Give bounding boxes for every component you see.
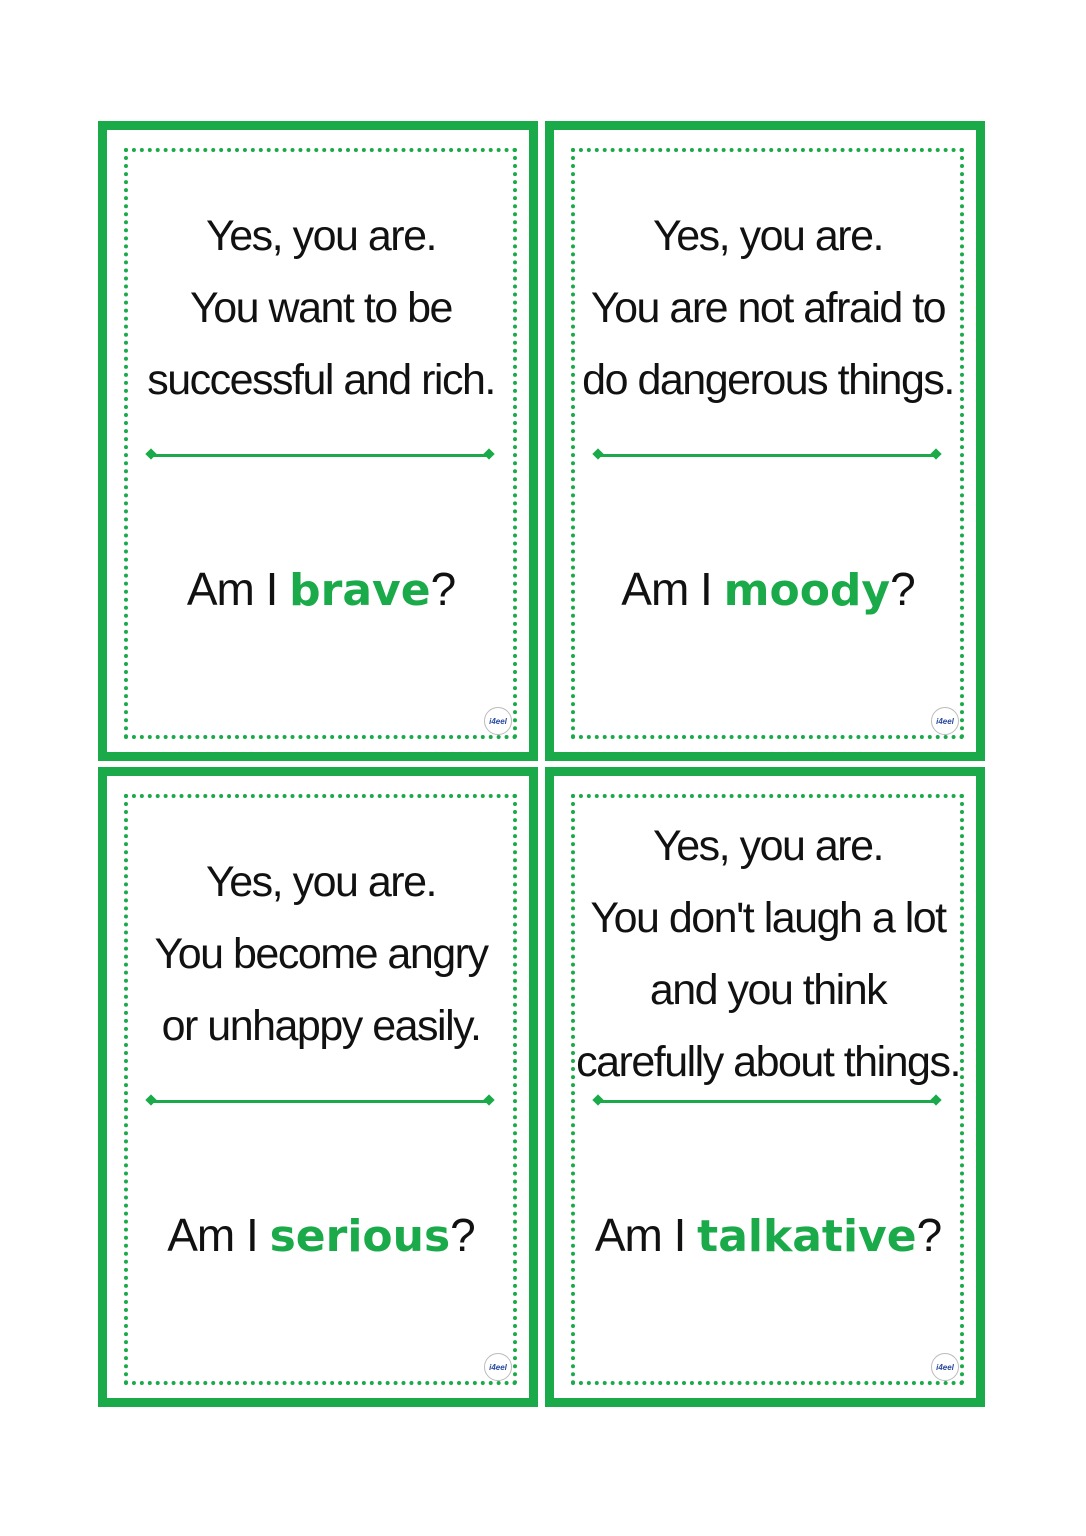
answer-line: You don't laugh a lot — [590, 894, 946, 942]
logo-icon: i4eel — [931, 707, 959, 735]
answer-text — [574, 168, 962, 448]
question-keyword: moody — [723, 565, 891, 616]
answer-text — [127, 168, 515, 448]
divider — [596, 1100, 938, 1103]
question-prefix: Am I — [594, 1209, 698, 1261]
answer-line: or unhappy easily. — [161, 1002, 481, 1050]
answer-line: do dangerous things. — [582, 356, 954, 404]
card-4 — [545, 767, 985, 1407]
question-keyword: serious — [269, 1211, 451, 1262]
answer-line: and you think — [649, 966, 887, 1014]
answer-line: Yes, you are. — [206, 212, 436, 260]
logo-icon: i4eel — [931, 1353, 959, 1381]
divider — [596, 454, 938, 457]
logo-icon: i4eel — [484, 1353, 512, 1381]
question — [127, 1208, 515, 1262]
question — [574, 562, 962, 616]
question-prefix: Am I — [167, 1209, 270, 1261]
answer-line: carefully about things. — [576, 1038, 960, 1086]
divider — [149, 1100, 491, 1103]
answer-line: successful and rich. — [147, 356, 495, 404]
question-keyword: talkative — [697, 1211, 917, 1262]
question — [574, 1208, 962, 1262]
question-prefix: Am I — [186, 563, 290, 615]
divider — [149, 454, 491, 457]
answer-line: Yes, you are. — [206, 858, 436, 906]
logo-icon: i4eel — [484, 707, 512, 735]
answer-line: You want to be — [190, 284, 452, 332]
question-prefix: Am I — [621, 563, 724, 615]
answer-line: You become angry — [154, 930, 488, 978]
card-3 — [98, 767, 538, 1407]
question-mark: ? — [430, 563, 456, 615]
answer-text — [574, 814, 962, 1094]
card-1 — [98, 121, 538, 761]
question-keyword: brave — [289, 565, 431, 616]
question-mark: ? — [916, 1209, 942, 1261]
card-2 — [545, 121, 985, 761]
question-mark: ? — [450, 1209, 475, 1261]
answer-line: You are not afraid to — [590, 284, 946, 332]
question — [127, 562, 515, 616]
question-mark: ? — [890, 563, 915, 615]
answer-line: Yes, you are. — [653, 822, 883, 870]
answer-text — [127, 814, 515, 1094]
answer-line: Yes, you are. — [653, 212, 883, 260]
